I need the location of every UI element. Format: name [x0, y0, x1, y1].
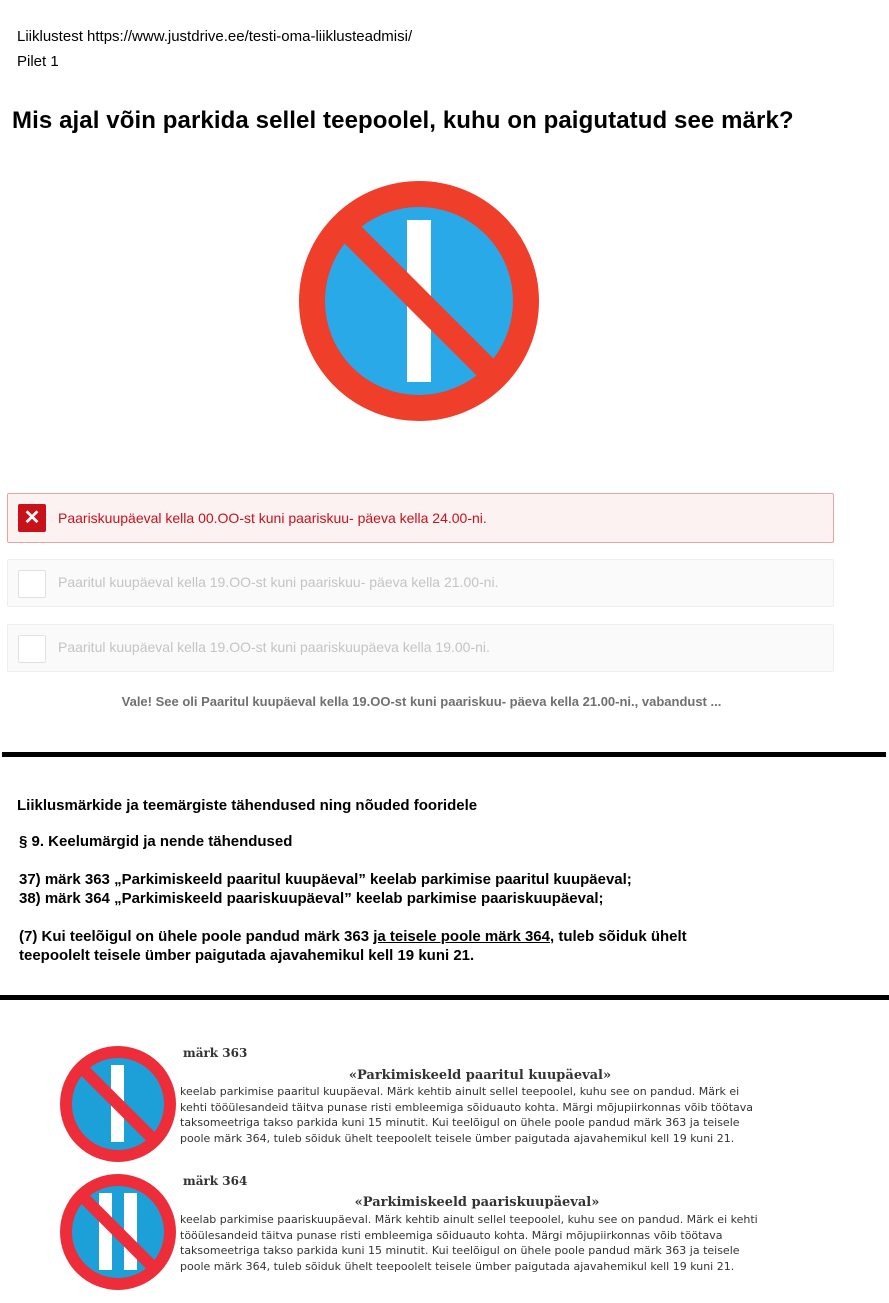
sign-364-icon	[59, 1173, 177, 1291]
answer-checkbox[interactable]	[18, 635, 46, 663]
sign-363-title: «Parkimiskeeld paaritul kuupäeval»	[348, 1068, 612, 1083]
no-parking-odd-days-sign-icon	[296, 177, 542, 425]
answer-checkbox[interactable]	[18, 570, 46, 598]
law-paragraph-7-line2: teepoolelt teisele ümber paigutada ajavahemikul kell 19 kuni 21.	[19, 947, 475, 964]
law-item-37: 37) märk 363 „Parkimiskeeld paaritul kuupäeval” keelab parkimise paaritul kuupäeval;	[19, 871, 632, 888]
answer-option-text: Paaritul kuupäeval kella 19.OO-st kuni paariskuu- päeva kella 21.00-ni.	[58, 574, 499, 590]
sign-363-label: märk 363	[183, 1046, 248, 1060]
answer-option-1[interactable]	[7, 493, 834, 543]
law-section: § 9. Keelumärgid ja nende tähendused	[19, 833, 293, 850]
divider	[2, 752, 886, 757]
law-item-38: 38) märk 364 „Parkimiskeeld paariskuupäeval” keelab parkimise paariskuupäeval;	[19, 890, 604, 907]
sign-363-icon	[59, 1045, 177, 1163]
sign-364-description: keelab parkimise paariskuupäeval. Märk kehtib ainult sellel teepoolel, kuhu see on pandud. Märk ei kehti tööülesandeid täitva punase risti embleemiga sõiduauto kohta. Märgi mõjupiirkonnas võib töötava taksomeetriga takso parkida kuni 15 minutit. Kui teelõigul on ühele poole pandud märk 363 ja teisele poole märk 364, tuleb sõiduk ühelt teepoolelt teisele ümber paigutada ajavahemikul kell 19 kuni 21.	[180, 1213, 758, 1273]
answer-feedback: Vale! See oli Paaritul kuupäeval kella 19.OO-st kuni paariskuu- päeva kella 21.00-ni., vabandust ...	[121, 694, 722, 709]
sign-363-description: keelab parkimise paaritul kuupäeval. Märk kehtib ainult sellel teepoolel, kuhu see on pandud. Märk ei kehti tööülesandeid täitva punase risti embleemiga sõiduauto kohta. Märgi mõjupiirkonnas võib töötava taksomeetriga takso parkida kuni 15 minutit. Kui teelõigul on ühele poole pandud märk 363 ja teisele poole märk 364, tuleb sõiduk ühelt teepoolelt teisele ümber paigutada ajavahemikul kell 19 kuni 21.	[180, 1085, 754, 1145]
answer-wrong-mark-icon: ✕	[18, 504, 46, 532]
question-title: Mis ajal võin parkida sellel teepoolel, kuhu on paigutatud see märk?	[12, 107, 794, 134]
answer-option-text: Paariskuupäeval kella 00.OO-st kuni paariskuu- päeva kella 24.00-ni.	[58, 510, 487, 526]
answer-option-3[interactable]	[7, 624, 834, 672]
answer-option-text: Paaritul kuupäeval kella 19.OO-st kuni paariskuupäeva kella 19.00-ni.	[58, 639, 490, 655]
divider	[0, 995, 889, 1000]
sign-364-label: märk 364	[183, 1174, 248, 1188]
answer-option-2[interactable]	[7, 559, 834, 607]
law-heading: Liiklusmärkide ja teemärgiste tähendused ning nõuded fooridele	[17, 797, 478, 814]
source-line: Liiklustest https://www.justdrive.ee/testi-oma-liiklusteadmisi/	[17, 28, 413, 45]
ticket-label: Pilet 1	[17, 53, 59, 70]
law-paragraph-7: (7) Kui teelõigul on ühele poole pandud märk 363 ja teisele poole märk 364, tuleb sõiduk ühelt	[19, 928, 687, 945]
sign-364-title: «Parkimiskeeld paariskuupäeval»	[354, 1195, 600, 1210]
